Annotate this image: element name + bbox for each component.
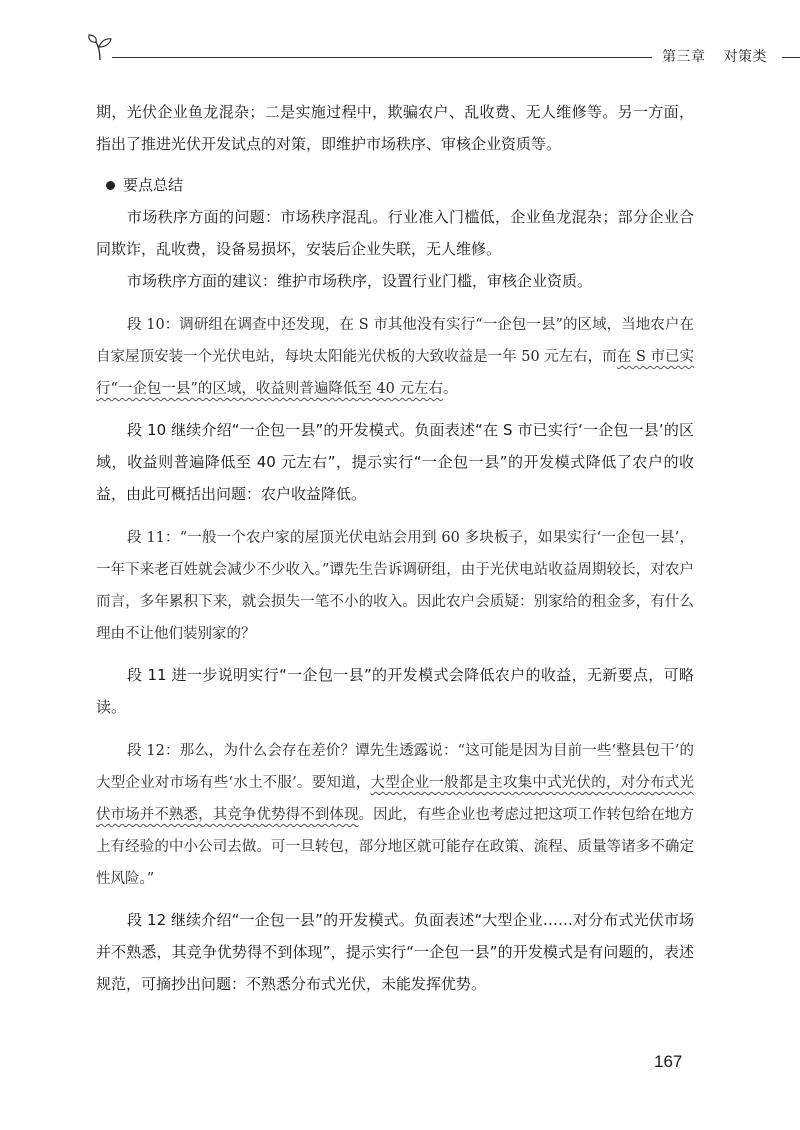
header-rule-right [782,57,800,58]
source-10-text: 段 10：调研组在调查中还发现，在 S 市其他没有实行“一企包一县”的区域，当地农户在自家屋顶安装一个光伏电站，每块太阳能光伏板的大致收益是一年 50 元左右，而 [96,317,694,365]
analysis-paragraph-12: 段 12 继续介绍“一企包一县”的开发模式。负面表述“大型企业……对分布式光伏市场并不熟悉，其竞争优势得不到体现”，提示实行“一企包一县”的开发模式是有问题的，表述规范，可摘抄出问题：不熟悉分布式光伏，未能发挥优势。 [96,911,694,993]
source-12-text: 段 12：那么，为什么会存在差价？谭先生透露说：“这可能是因为目前一些‘整县包干’的大型企业对市场有些‘水土不服’。要知道， [96,743,694,791]
section-name: 对策类 [723,49,767,65]
source-12-end: 。因此，有些企业也考虑过把这项工作转包给在地方上有经验的中小公司去做。可一旦转包，部分地区就可能存在政策、流程、质量等诸多不确定性风险。” [96,807,695,887]
source-10-underlined: 在 S 市已实行“一企包一县”的区域，收益则普遍降低至 40 元左右 [96,349,695,397]
source-10-end: 。 [443,381,458,397]
header-rule-left [112,57,652,58]
chapter-title [662,46,767,66]
page-number: 167 [654,1052,683,1071]
source-paragraph-12 [96,735,694,895]
summary-title: 要点总结 [123,176,184,194]
bullet-icon [106,181,115,190]
summary-suggestion: 市场秩序方面的建议：维护市场秩序，设置行业门槛，审核企业资质。 [127,272,593,290]
running-header [86,30,767,70]
continued-paragraph: 期，光伏企业鱼龙混杂；二是实施过程中，欺骗农户、乱收费、无人维修等。另一方面，指出了推进光伏开发试点的对策，即维护市场秩序、审核企业资质等。 [96,103,694,153]
page-body [96,96,694,1000]
source-paragraph-10 [96,309,694,405]
source-paragraph-11: 段 11：“一般一个农户家的屋顶光伏电站会用到 60 多块板子，如果实行‘一企包一县’，一年下来老百姓就会减少不少收入。”谭先生告诉调研组，由于光伏电站收益周期较长，对农户而言，多年累积下来，就会损失一笔不小的收入。因此农户会质疑：别家给的租金多，有什么理由不让他们装别家的？ [96,530,694,642]
summary-heading [96,169,694,201]
source-12-underlined: 大型企业一般都是主攻集中式光伏的，对分布式光伏市场并不熟悉，其竞争优势得不到体现 [96,775,695,823]
chapter-number: 第三章 [662,49,706,65]
summary-problem: 市场秩序方面的问题：市场秩序混乱。行业准入门槛低，企业鱼龙混杂；部分企业合同欺诈，乱收费，设备易损坏，安装后企业失联，无人维修。 [96,208,694,258]
sprout-icon [86,32,114,62]
analysis-paragraph-11: 段 11 进一步说明实行“一企包一县”的开发模式会降低农户的收益，无新要点，可略读。 [96,666,694,716]
analysis-paragraph-10: 段 10 继续介绍“一企包一县”的开发模式。负面表述“在 S 市已实行‘一企包一县’的区域，收益则普遍降低至 40 元左右”，提示实行“一企包一县”的开发模式降低了农户的收益，由此可概括出问题：农户收益降低。 [96,421,694,503]
